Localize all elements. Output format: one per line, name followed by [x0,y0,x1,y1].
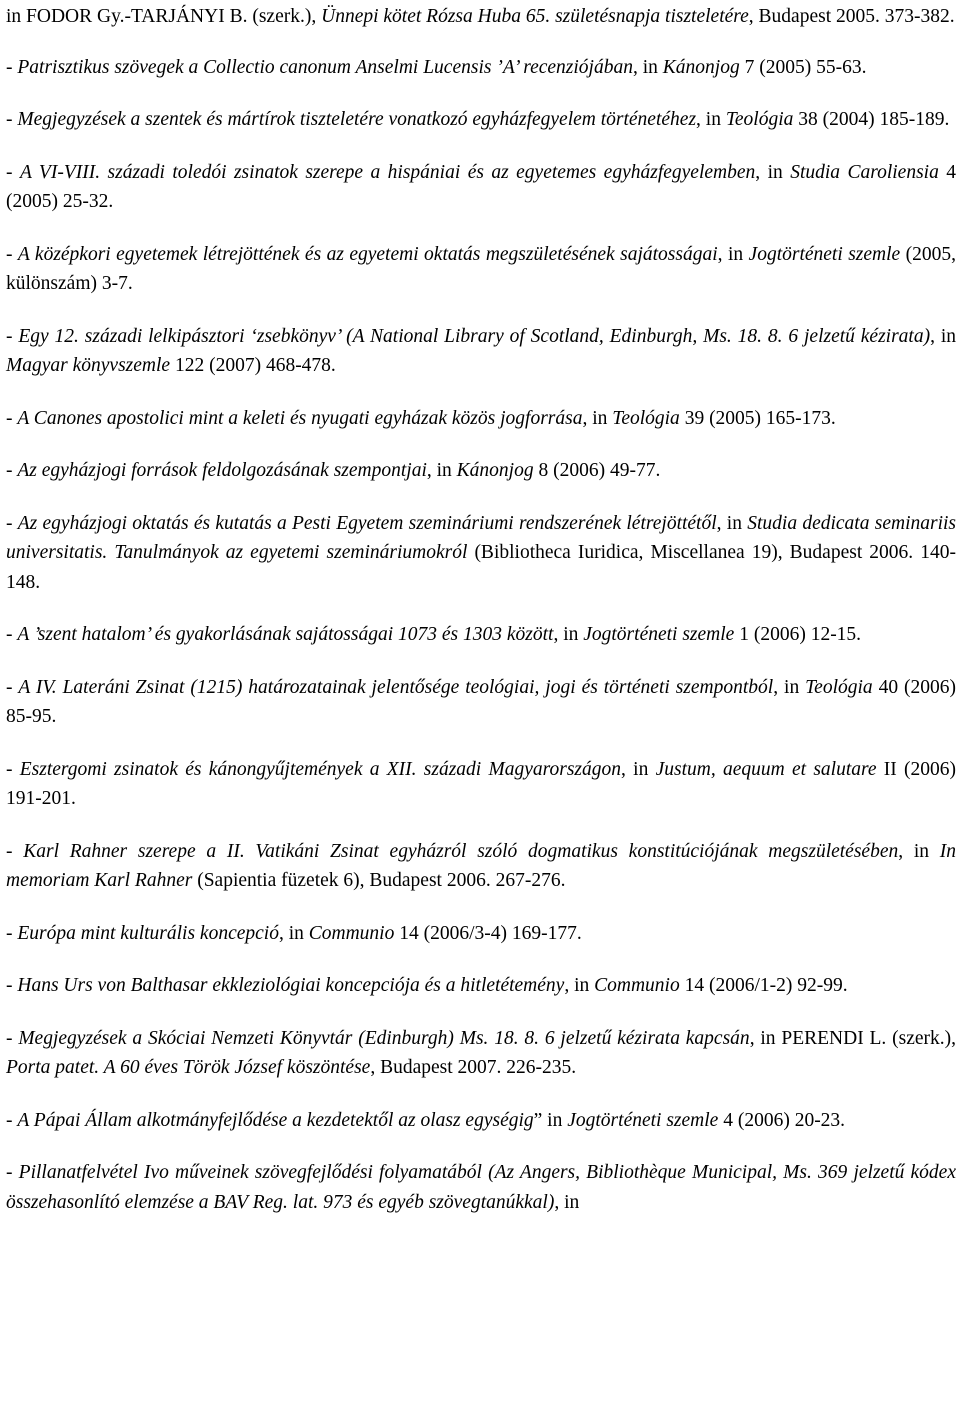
plain-text: - [6,1162,19,1183]
bibliography-entry [6,1158,956,1217]
plain-text: II (2006) 191-201. [6,758,957,809]
bibliography-entry [6,158,956,217]
plain-text: 1 (2006) 12-15. [734,624,862,645]
plain-text: (2005, különszám) 3-7. [6,243,956,294]
italic-text: Magyar könyvszemle [6,355,171,376]
italic-text: Studia Caroliensia [790,161,939,183]
italic-text: A VI-VIII. századi toledói zsinatok szerepe a hispániai és az egyetemes egyházfegyelemben [19,161,756,183]
plain-text: - [6,758,20,780]
italic-text: Porta patet. A 60 éves Török József köszöntése [6,1057,371,1078]
italic-text: A középkori egyetemek létrejöttének és az egyetemi oktatás megszületésének sajátosságai [17,243,718,265]
plain-text: 8 (2006) 49-77. [533,460,661,481]
plain-text: , in [426,460,457,481]
plain-text: - [6,161,20,183]
italic-text: Jogtörténeti szemle [748,243,901,265]
plain-text: , in [898,840,940,862]
italic-text: Ünnepi kötet Rózsa Huba 65. születésnapja tiszteletére [321,6,749,27]
plain-text: - [6,56,18,78]
plain-text: 40 (2006) 85-95. [6,676,956,727]
italic-text: Patrisztikus szövegek a Collectio canonum Anselmi Lucensis ’A’ recenziójában [17,56,633,78]
plain-text: 14 (2006/3-4) 169-177. [394,922,582,944]
plain-text: (Bibliotheca Iuridica, Miscellanea 19), Budapest 2006. 140-148. [6,542,956,593]
bibliography-entry [6,673,956,732]
plain-text: , in [278,922,309,944]
plain-text: - [6,676,19,698]
bibliography-entry [6,620,956,650]
plain-text: 7 (2005) 55-63. [739,56,867,78]
bibliography-entry [6,53,956,83]
bibliography-entry [6,322,956,381]
italic-text: Studia dedicata seminariis universitatis. Tanulmányok az egyetemi szemináriumokról [6,512,956,563]
plain-text: - [6,840,24,862]
plain-text: , in [554,1191,580,1213]
bibliography-entry [6,1024,956,1083]
bibliography-entry [6,456,956,486]
plain-text: 14 (2006/1-2) 92-99. [679,975,848,996]
plain-text: 4 (2006) 20-23. [718,1109,846,1131]
plain-text: , in [773,676,806,698]
plain-text: , in [930,325,957,347]
plain-text: , in [582,407,613,429]
plain-text: , in PERENDI L. (szerk.), [749,1027,956,1049]
bibliography-entry [6,755,956,814]
plain-text: - [6,975,18,996]
plain-text: 39 (2005) 165-173. [679,407,836,429]
italic-text: Egy 12. századi lelkipásztori ‘zsebkönyv’ (A National Library of Scotland, Edinburgh, Ms. 18. 8. 6 jelzetű kézirata) [18,325,931,347]
plain-text: - [6,512,18,534]
italic-text: Teológia [612,407,680,429]
italic-text: Communio [594,975,680,996]
italic-text: Kánonjog [662,56,740,78]
bibliography-entry [6,1106,956,1136]
plain-text: , in [717,243,749,265]
bibliography-entry [6,971,956,1001]
plain-text: - [6,1027,19,1049]
plain-text: , in [621,758,656,780]
plain-text: - [6,922,18,944]
plain-text: in FODOR Gy.-TARJÁNYI B. (szerk.), [6,6,322,27]
plain-text: , in [632,56,663,78]
bibliography-entry [6,919,956,949]
italic-text: In memoriam Karl Rahner [6,840,957,891]
italic-text: A Pápai Állam alkotmányfejlődése a kezdetektől az olasz egységig [17,1109,534,1131]
plain-text: (Sapientia füzetek 6), Budapest 2006. 267-276. [192,870,566,891]
plain-text: , in [553,624,584,645]
italic-text: A ’szent hatalom’ és gyakorlásának sajátosságai 1073 és 1303 között [17,624,554,645]
plain-text: 122 (2007) 468-478. [170,355,336,376]
plain-text: , in [564,975,595,996]
plain-text: , in [716,512,748,534]
plain-text: , Budapest 2005. 373-382. [748,6,955,27]
plain-text: , in [696,109,726,130]
plain-text: - [6,109,18,130]
bibliography-entry [6,240,956,299]
plain-text: - [6,460,18,481]
plain-text: , in [755,161,791,183]
italic-text: Hans Urs von Balthasar ekkleziológiai koncepciója és a hitletétemény [17,975,565,996]
bibliography-entry [6,2,956,32]
plain-text: - [6,325,19,347]
plain-text: 4 (2005) 25-32. [6,161,957,212]
plain-text: 38 (2004) 185-189. [793,109,950,130]
plain-text: ” in [533,1109,568,1131]
italic-text: Megjegyzések a Skóciai Nemzeti Könyvtár (Edinburgh) Ms. 18. 8. 6 jelzetű kézirata kapcsán [18,1027,750,1049]
italic-text: Justum, aequum et salutare [655,758,877,780]
bibliography-entry [6,509,956,598]
italic-text: A IV. Lateráni Zsinat (1215) határozatainak jelentősége teológiai, jogi és történeti szempontból [18,676,774,698]
bibliography-entry [6,105,956,135]
italic-text: Jogtörténeti szemle [567,1109,719,1131]
italic-text: Teológia [805,676,873,698]
italic-text: Jogtörténeti szemle [583,624,735,645]
italic-text: Az egyházjogi források feldolgozásának szempontjai [17,460,427,481]
italic-text: Kánonjog [456,460,534,481]
plain-text: , Budapest 2007. 226-235. [370,1057,577,1078]
italic-text: Európa mint kulturális koncepció [17,922,279,944]
bibliography-entry [6,404,956,434]
plain-text: - [6,1109,18,1131]
plain-text: - [6,624,18,645]
italic-text: Esztergomi zsinatok és kánongyűjtemények a XII. századi Magyarországon [19,758,622,780]
bibliography-entry [6,837,956,896]
italic-text: Megjegyzések a szentek és mártírok tiszteletére vonatkozó egyházfegyelem történetéhez [17,109,697,130]
plain-text: - [6,407,18,429]
italic-text: Az egyházjogi oktatás és kutatás a Pesti Egyetem szemináriumi rendszerének létrejöttétől [17,512,717,534]
italic-text: Communio [308,922,395,944]
italic-text: Karl Rahner szerepe a II. Vatikáni Zsinat egyházról szóló dogmatikus konstitúciójának megszületésében [23,840,899,862]
italic-text: Pillanatfelvétel Ivo műveinek szövegfejlődési folyamatából (Az Angers, Bibliothèque Municipal, Ms. 369 jelzetű kódex összehasonlító elemzése a BAV Reg. lat. 973 és egyéb szövegtanúkkal) [6,1162,956,1213]
italic-text: Teológia [725,109,794,130]
italic-text: A Canones apostolici mint a keleti és nyugati egyházak közös jogforrása [17,407,583,429]
plain-text: - [6,243,18,265]
